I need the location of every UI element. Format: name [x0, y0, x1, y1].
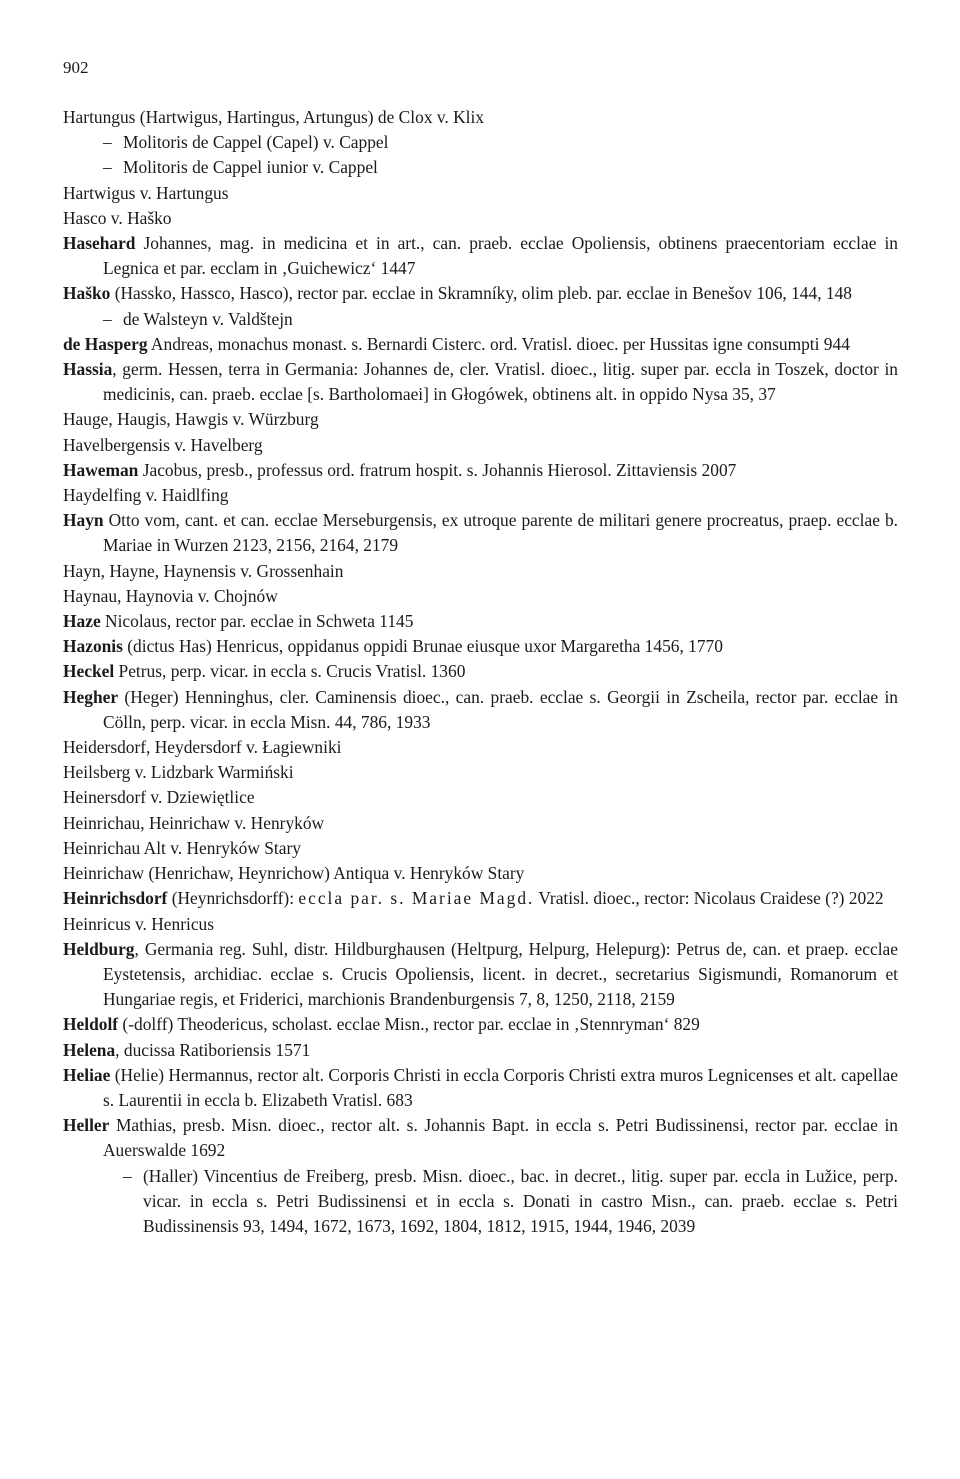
entry-text: Hartwigus v. Hartungus [63, 182, 229, 203]
entry-dash: – [103, 308, 112, 329]
entry-text: Heinrichaw (Henrichaw, Heynrichow) Antiqua v. Henryków Stary [63, 863, 525, 884]
entry-text: , germ. Hessen, terra in Germania: Johannes de, cler. Vratisl. dioec., litig. super par. eccla in Toszek, doctor in medicinis, can. praeb. ecclae [s. Bartholomaei] in Głogówek, obtinens alt. in oppido Nysa 35, 37 [103, 359, 898, 405]
index-entry [63, 105, 898, 130]
index-entry [63, 760, 898, 785]
index-subentry [63, 1164, 898, 1240]
index-entry [63, 206, 898, 231]
entry-spaced-text: eccla par. s. Mariae Magd. [298, 888, 535, 909]
entry-text: Havelbergensis v. Havelberg [63, 434, 263, 455]
entry-headword: Hayn [63, 510, 104, 531]
entry-text: Haynau, Haynovia v. Chojnów [63, 585, 278, 606]
entry-headword: Haweman [63, 459, 139, 480]
page-number: 902 [63, 58, 89, 77]
entry-text: (-dolff) Theodericus, scholast. ecclae Misn., rector par. ecclae in ‚Stennryman‘ 829 [118, 1014, 700, 1035]
index-entry [63, 886, 898, 911]
entry-text: Mathias, presb. Misn. dioec., rector alt. s. Johannis Bapt. in eccla s. Petri Budissinensi, rector par. ecclae in Auerswalde 1692 [103, 1115, 898, 1161]
index-entry [63, 407, 898, 432]
entry-tail-text: Vratisl. dioec., rector: Nicolaus Craidese (?) 2022 [534, 888, 884, 909]
index-list [63, 105, 898, 1239]
index-entry [63, 836, 898, 861]
entry-dash: – [103, 157, 112, 178]
entry-text: (Hassko, Hassco, Hasco), rector par. ecclae in Skramníky, olim pleb. par. ecclae in Benešov 106, 144, 148 [110, 283, 852, 304]
entry-text: (dictus Has) Henricus, oppidanus oppidi Brunae eiusque uxor Margaretha 1456, 1770 [122, 636, 723, 657]
entry-text: Heilsberg v. Lidzbark Warmiński [63, 762, 294, 783]
entry-headword: de Hasperg [63, 333, 148, 354]
index-entry [63, 785, 898, 810]
index-subentry [63, 130, 898, 155]
entry-headword: Heinrichsdorf [63, 888, 168, 909]
index-entry [63, 735, 898, 760]
entry-text: Heinricus v. Henricus [63, 913, 214, 934]
entry-text: (Haller) Vincentius de Freiberg, presb. Misn. dioec., bac. in decret., litig. super par. eccla in Lužice, perp. vicar. in eccla s. Petri Budissinensi et in eccla s. Donati in castro Misn., can. praeb. ecclae s. Petri Budissinensis 93, 1494, 1672, 1673, 1692, 1804, 1812, 1915, 1944, 1946, 2039 [143, 1165, 898, 1236]
index-entry [63, 559, 898, 584]
index-entry [63, 433, 898, 458]
entry-headword: Heldolf [63, 1014, 119, 1035]
entry-headword: Heller [63, 1115, 110, 1136]
entry-text: Hartungus (Hartwigus, Hartingus, Artungus) de Clox v. Klix [63, 107, 485, 127]
index-entry [63, 584, 898, 609]
index-entry [63, 332, 898, 357]
index-entry [63, 281, 898, 306]
entry-text: Molitoris de Cappel iunior v. Cappel [123, 157, 378, 178]
entry-text: , Germania reg. Suhl, distr. Hildburghausen (Heltpurg, Helpurg, Helepurg): Petrus de, can. et praep. ecclae Eystetensis, archidiac. ecclae s. Crucis Opoliensis, licent. in decret., secretarius Sigismundi, Romanorum et Hungariae regis, et Friderici, marchionis Brandenburgensis 7, 8, 1250, 2118, 2159 [103, 938, 898, 1010]
index-entry [63, 1012, 898, 1037]
index-entry [63, 937, 898, 1013]
entry-text: (Heger) Henninghus, cler. Caminensis dioec., can. praeb. ecclae s. Georgii in Zscheila, rector par. ecclae in Cölln, perp. vicar. in eccla Misn. 44, 786, 1933 [103, 686, 898, 732]
index-entry [63, 231, 898, 281]
entry-text: Heidersdorf, Heydersdorf v. Łagiewniki [63, 737, 342, 758]
index-entry [63, 609, 898, 634]
entry-headword: Hazonis [63, 636, 123, 657]
entry-text: Heinrichau, Heinrichaw v. Henryków [63, 812, 325, 833]
entry-headword: Helena [63, 1039, 116, 1060]
entry-text: (Helie) Hermannus, rector alt. Corporis Christi in eccla Corporis Christi extra muros Legnicenses et alt. capellae s. Laurentii in eccla b. Elizabeth Vratisl. 683 [103, 1064, 898, 1110]
index-entry [63, 508, 898, 558]
entry-text: de Walsteyn v. Valdštejn [123, 308, 293, 329]
index-entry [63, 1113, 898, 1163]
index-entry [63, 811, 898, 836]
index-subentry [63, 155, 898, 180]
entry-dash: – [123, 1165, 132, 1186]
entry-headword: Heliae [63, 1064, 111, 1085]
entry-text: Nicolaus, rector par. ecclae in Schweta 1145 [100, 611, 414, 632]
entry-headword: Hegher [63, 686, 119, 707]
entry-headword: Heckel [63, 661, 115, 682]
entry-text: Johannes, mag. in medicina et in art., can. praeb. ecclae Opoliensis, obtinens praecentoriam ecclae in Legnica et par. ecclam in ‚Guichewicz‘ 1447 [103, 233, 898, 279]
index-entry [63, 1038, 898, 1063]
entry-text: , ducissa Ratiboriensis 1571 [115, 1039, 311, 1060]
entry-text: Hayn, Hayne, Haynensis v. Grossenhain [63, 560, 344, 581]
index-entry [63, 685, 898, 735]
entry-text: Hauge, Haugis, Hawgis v. Würzburg [63, 409, 319, 430]
index-entry [63, 861, 898, 886]
entry-text: Andreas, monachus monast. s. Bernardi Cisterc. ord. Vratisl. dioec. per Hussitas igne consumpti 944 [147, 333, 850, 354]
entry-text: Heinrichau Alt v. Henryków Stary [63, 837, 301, 858]
entry-text: Otto vom, cant. et can. ecclae Merseburgensis, ex utroque parente de militari genere procreatus, praep. ecclae b. Mariae in Wurzen 2123, 2156, 2164, 2179 [103, 510, 898, 556]
entry-text: (Heynrichsdorff): [167, 888, 299, 909]
index-entry [63, 1063, 898, 1113]
entry-headword: Hassia [63, 359, 113, 380]
index-entry [63, 458, 898, 483]
index-entry [63, 634, 898, 659]
index-entry [63, 357, 898, 407]
entry-text: Petrus, perp. vicar. in eccla s. Crucis Vratisl. 1360 [114, 661, 466, 682]
entry-text: Haydelfing v. Haidlfing [63, 485, 229, 506]
index-subentry [63, 307, 898, 332]
entry-dash: – [103, 132, 112, 153]
index-entry [63, 181, 898, 206]
index-entry [63, 483, 898, 508]
entry-text: Molitoris de Cappel (Capel) v. Cappel [123, 132, 389, 153]
entry-headword: Hasehard [63, 233, 136, 254]
entry-headword: Haško [63, 283, 111, 304]
entry-text: Jacobus, presb., professus ord. fratrum hospit. s. Johannis Hierosol. Zittaviensis 2007 [138, 459, 737, 480]
entry-text: Hasco v. Haško [63, 207, 172, 228]
entry-headword: Heldburg [63, 938, 135, 959]
entry-text: Heinersdorf v. Dziewiętlice [63, 787, 255, 808]
entry-headword: Haze [63, 611, 101, 632]
index-entry [63, 912, 898, 937]
index-entry [63, 659, 898, 684]
